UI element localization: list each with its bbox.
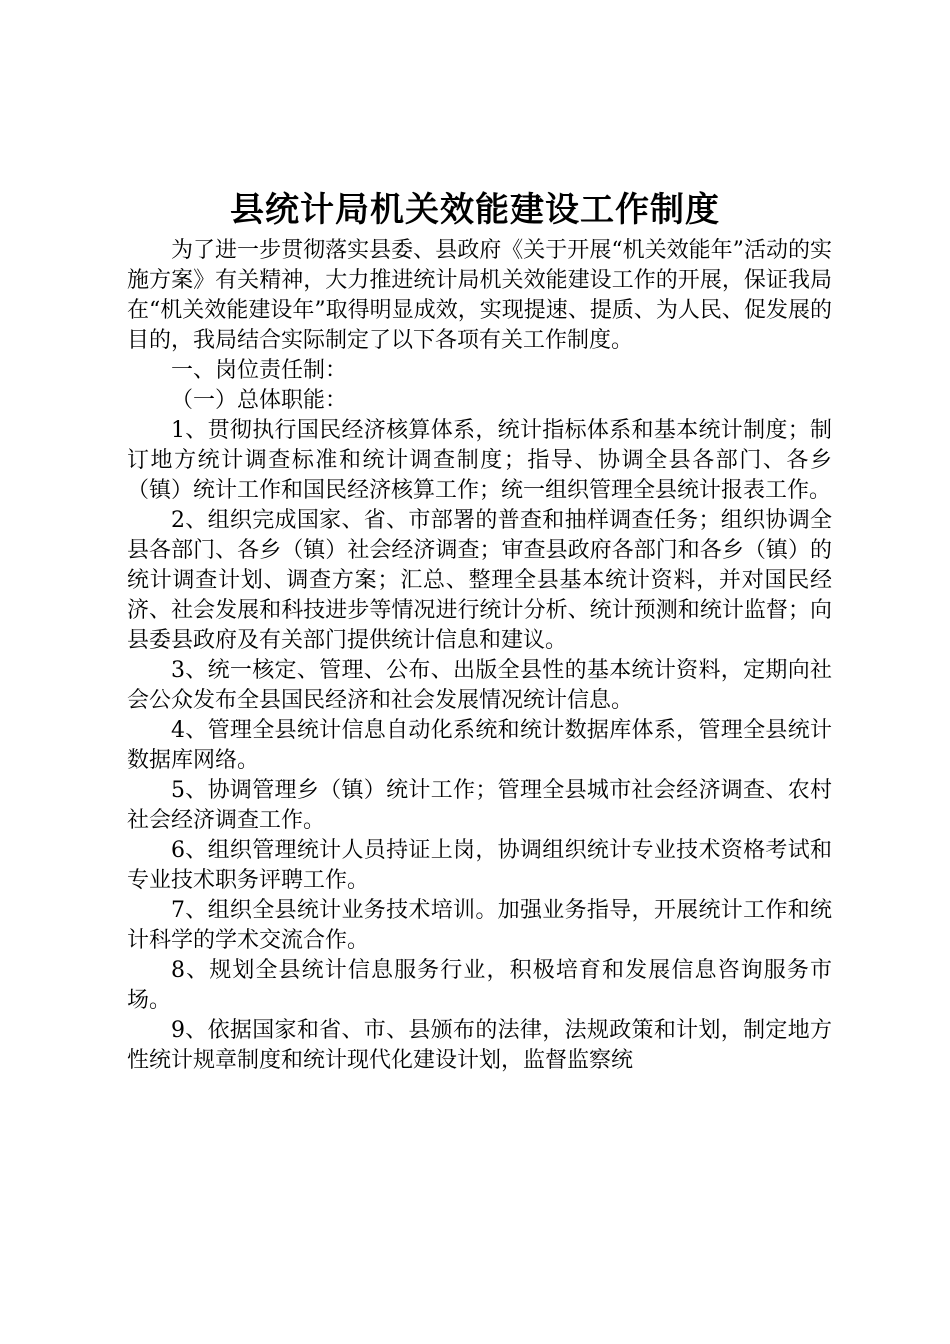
function-item-2: 2、组织完成国家、省、市部署的普查和抽样调查任务；组织协调全县各部门、各乡（镇）社会经济调查；审查县政府各部门和各乡（镇）的统计调查计划、调查方案；汇总、整理全县基本统计资料，并对国民经济、社会发展和科技进步等情况进行统计分析、统计预测和统计监督；向县委县政府及有关部门提供统计信息和建议。 <box>127 508 832 653</box>
function-item-7: 7、组织全县统计业务技术培训。加强业务指导，开展统计工作和统计科学的学术交流合作。 <box>127 898 832 953</box>
function-item-5: 5、协调管理乡（镇）统计工作；管理全县城市社会经济调查、农村社会经济调查工作。 <box>127 778 832 833</box>
function-item-4: 4、管理全县统计信息自动化系统和统计数据库体系，管理全县统计数据库网络。 <box>127 718 832 773</box>
function-item-8: 8、规划全县统计信息服务行业，积极培育和发展信息咨询服务市场。 <box>127 958 832 1013</box>
subsection-heading-overall-functions: （一）总体职能： <box>171 388 348 413</box>
intro-paragraph: 为了进一步贯彻落实县委、县政府《关于开展“机关效能年”活动的实施方案》有关精神，大力推进统计局机关效能建设工作的开展，保证我局在“机关效能建设年”取得明显成效，实现提速、提质、为人民、促发展的目的，我局结合实际制定了以下各项有关工作制度。 <box>127 238 832 353</box>
function-item-9: 9、依据国家和省、市、县颁布的法律，法规政策和计划，制定地方性统计规章制度和统计现代化建设计划，监督监察统 <box>127 1018 832 1073</box>
function-item-1: 1、贯彻执行国民经济核算体系，统计指标体系和基本统计制度；制订地方统计调查标准和统计调查制度；指导、协调全县各部门、各乡（镇）统计工作和国民经济核算工作；统一组织管理全县统计报表工作。 <box>127 418 832 503</box>
document-body <box>127 236 832 1076</box>
function-item-6: 6、组织管理统计人员持证上岗，协调组织统计专业技术资格考试和专业技术职务评聘工作。 <box>127 838 832 893</box>
section-heading-job-responsibility: 一、岗位责任制： <box>171 358 348 383</box>
function-item-3: 3、统一核定、管理、公布、出版全县性的基本统计资料，定期向社会公众发布全县国民经济和社会发展情况统计信息。 <box>127 658 832 713</box>
document-title: 县统计局机关效能建设工作制度 <box>230 190 720 230</box>
